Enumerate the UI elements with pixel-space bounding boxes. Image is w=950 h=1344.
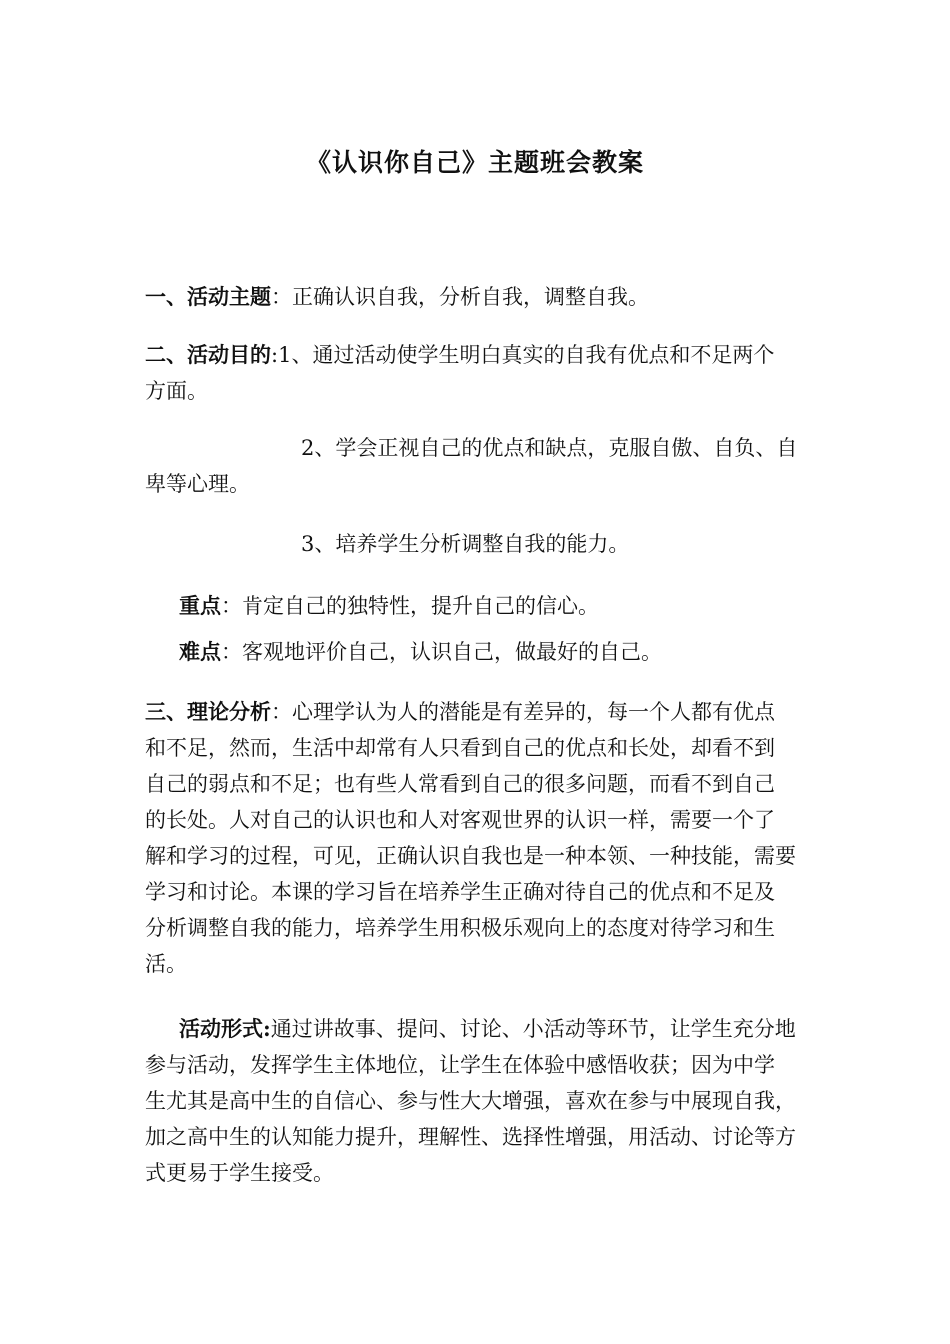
activity-form-label: 活动形式 (179, 1016, 263, 1041)
document-title: 《认识你自己》主题班会教案 (305, 148, 644, 177)
activity-form-line-2: 参与活动，发挥学生主体地位，让学生在体验中感悟收获；因为中学 (145, 1053, 775, 1077)
key-point-label: 重点 (179, 593, 221, 618)
section-label: 二、活动目的 (145, 342, 271, 367)
purpose-item-2-line-2: 卑等心理。 (145, 472, 250, 496)
purpose-item-3 (145, 526, 810, 562)
theory-line-8: 活。 (145, 952, 187, 976)
colon: ： (271, 700, 292, 724)
purpose-item-3-text: 3、培养学生分析调整自我的能力。 (301, 532, 630, 556)
purpose-item-2-line-1: 2、学会正视自己的优点和缺点，克服自傲、自负、自 (301, 436, 798, 460)
colon: ： (271, 285, 292, 309)
colon: : (271, 343, 279, 367)
theory-line-1: 心理学认为人的潜能是有差异的，每一个人都有优点 (292, 700, 775, 724)
section-text: 正确认识自我，分析自我，调整自我。 (292, 285, 649, 309)
theory-line-6: 学习和讨论。本课的学习旨在培养学生正确对待自己的优点和不足及 (145, 880, 775, 904)
theory-line-7: 分析调整自我的能力，培养学生用积极乐观向上的态度对待学习和生 (145, 916, 775, 940)
activity-form-line-3: 生尤其是高中生的自信心、参与性大大增强，喜欢在参与中展现自我， (145, 1089, 796, 1113)
key-point (145, 588, 810, 624)
activity-form-line-1: 通过讲故事、提问、讨论、小活动等环节，让学生充分地 (270, 1017, 796, 1041)
purpose-item-2 (145, 430, 810, 502)
activity-form-line-4: 加之高中生的认知能力提升，理解性、选择性增强，用活动、讨论等方 (145, 1125, 796, 1149)
difficulty-label: 难点 (179, 639, 221, 664)
section-label: 一、活动主题 (145, 284, 271, 309)
theory-line-4: 的长处。人对自己的认识也和人对客观世界的认识一样，需要一个了 (145, 808, 775, 832)
section-activity-theme (145, 279, 810, 315)
colon: : (263, 1016, 271, 1041)
colon: ： (221, 640, 242, 664)
theory-line-2: 和不足，然而，生活中却常有人只看到自己的优点和长处，却看不到 (145, 736, 775, 760)
theory-line-3: 自己的弱点和不足；也有些人常看到自己的很多问题，而看不到自己 (145, 772, 775, 796)
section-label: 三、理论分析 (145, 699, 271, 724)
section-activity-purpose (145, 337, 810, 409)
colon: ： (221, 594, 242, 618)
section-theory-analysis (145, 694, 810, 982)
section-activity-form (145, 1011, 810, 1191)
activity-form-line-5: 式更易于学生接受。 (145, 1161, 334, 1185)
difficulty-point (145, 634, 810, 670)
difficulty-text: 客观地评价自己，认识自己，做最好的自己。 (242, 640, 662, 664)
key-point-text: 肯定自己的独特性，提升自己的信心。 (242, 594, 599, 618)
theory-line-5: 解和学习的过程，可见，正确认识自我也是一种本领、一种技能，需要 (145, 844, 796, 868)
purpose-item-1-line-2: 方面。 (145, 379, 208, 403)
purpose-item-1-line-1: 1、通过活动使学生明白真实的自我有优点和不足两个 (278, 343, 775, 367)
